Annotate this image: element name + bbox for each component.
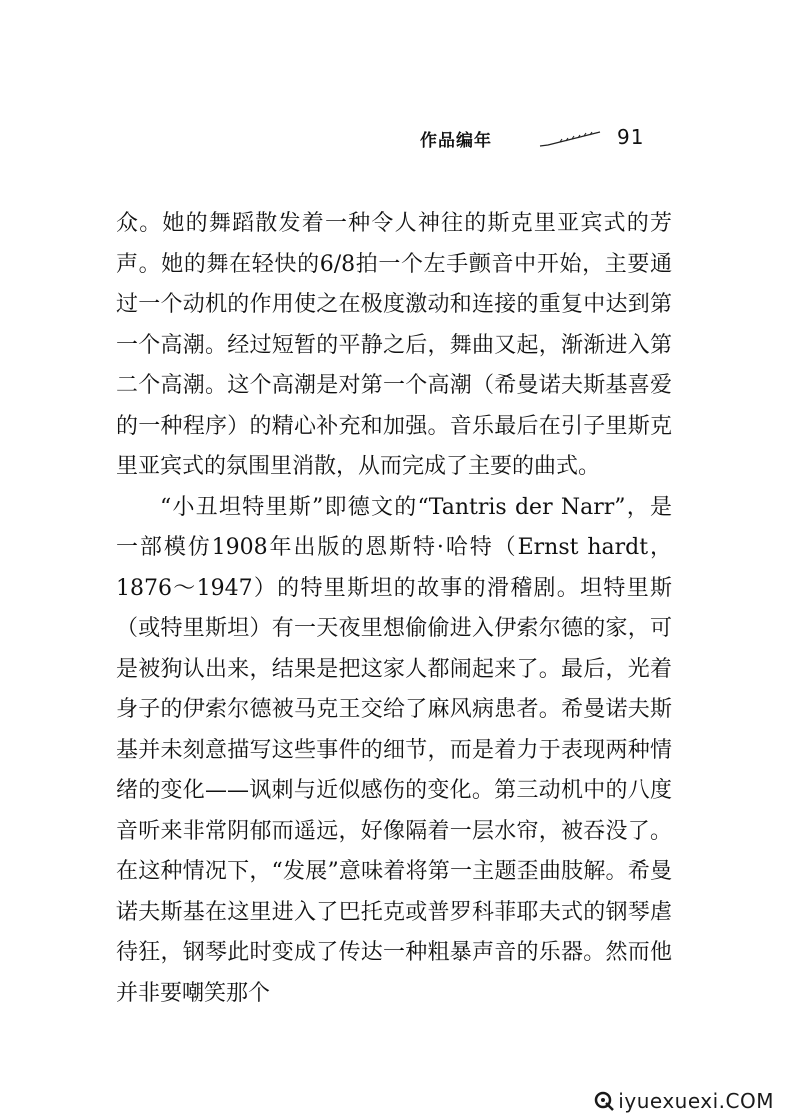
watermark xyxy=(593,1088,774,1114)
header-title: 作品编年 xyxy=(420,131,492,151)
paragraph-2: “小丑坦特里斯”即德文的“Tantris der Narr”，是一部模仿1908年出版的恩斯特·哈特（Ernst hardt，1876～1947）的特里斯坦的故事的滑稽剧。坦特里斯（或特里斯坦）有一天夜里想偷偷进入伊索尔德的家，可是被狗认出来，结果是把这家人都闹起来了。最后，光着身子的伊索尔德被马克王交给了麻风病患者。希曼诺夫斯基并未刻意描写这些事件的细节，而是着力于表现两种情绪的变化——讽刺与近似感伤的变化。第三动机中的八度音听来非常阴郁而遥远，好像隔着一层水帘，被吞没了。在这种情况下，“发展”意味着将第一主题歪曲肢解。希曼诺夫斯基在这里进入了巴托克或普罗科菲耶夫式的钢琴虐待狂，钢琴此时变成了传达一种粗暴声音的乐器。然而他并非要嘲笑那个 xyxy=(116,494,672,1006)
running-header xyxy=(420,126,660,156)
body-text xyxy=(116,204,672,1014)
paragraph-1: 众。她的舞蹈散发着一种令人神往的斯克里亚宾式的芳声。她的舞在轻快的6/8拍一个左手颤音中开始，主要通过一个动机的作用使之在极度激动和连接的重复中达到第一个高潮。经过短暂的平静之后，舞曲又起，渐渐进入第二个高潮。这个高潮是对第一个高潮（希曼诺夫斯基喜爱的一种程序）的精心补充和加强。音乐最后在引子里斯克里亚宾式的氛围里消散，从而完成了主要的曲式。 xyxy=(116,211,672,479)
page-number: 91 xyxy=(617,125,645,149)
ornament-icon xyxy=(538,130,602,148)
watermark-text: iyuexuexi.COM xyxy=(618,1089,774,1113)
q-logo-icon xyxy=(593,1090,615,1112)
